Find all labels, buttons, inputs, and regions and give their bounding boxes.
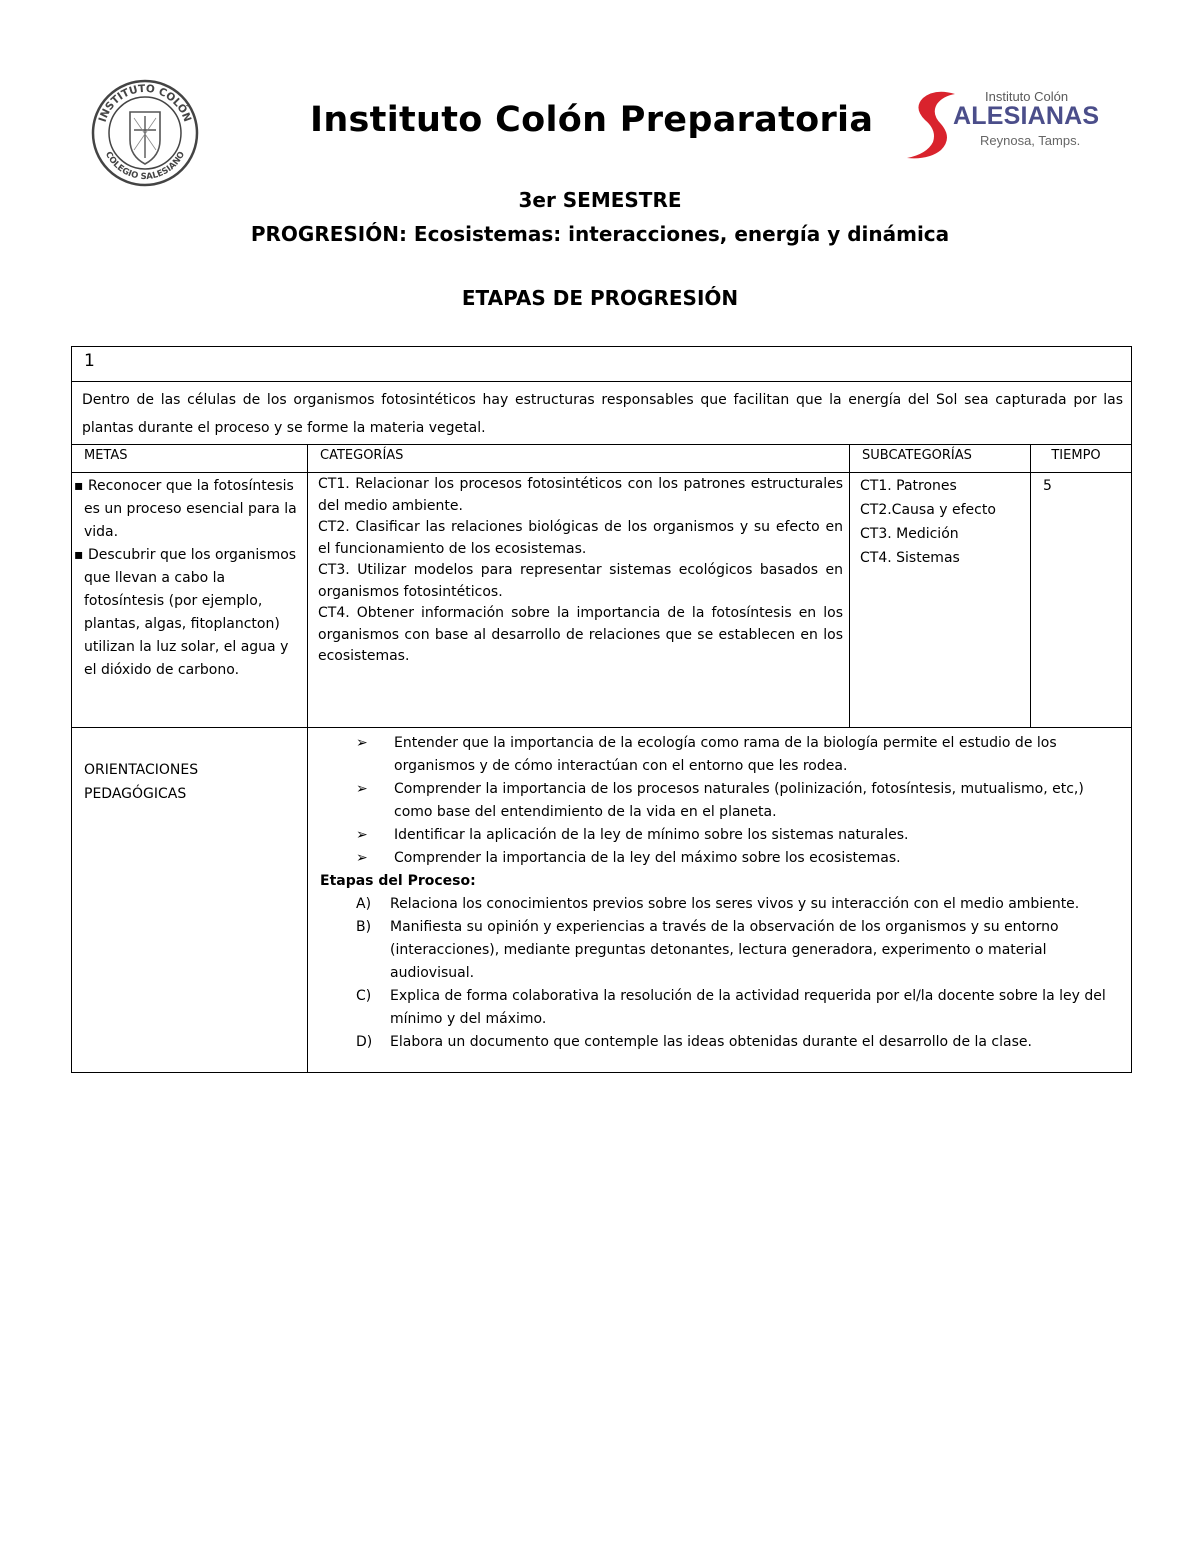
progression-table bbox=[71, 346, 1132, 1073]
orientacion-text: Comprender la importancia de los procesos naturales (polinización, fotosíntesis, mutualismo, etc,) como base del entendimiento de la vida en el planeta. bbox=[394, 781, 1084, 820]
subcategoria-item: CT3. Medición bbox=[860, 526, 959, 542]
categoria-item: CT2. Clasificar las relaciones biológicas de los organismos y su efecto en el funcionamiento de los ecosistemas. bbox=[318, 519, 843, 557]
arrow-bullet-icon: ➢ bbox=[356, 735, 368, 751]
brand-subtitle: Reynosa, Tamps. bbox=[980, 133, 1081, 148]
document-header bbox=[0, 0, 1200, 200]
stage-intro: Dentro de las células de los organismos fotosintéticos hay estructuras responsables que facilitan que la energía del Sol sea capturada por las plantas durante el proceso y se forme la materia vegetal. bbox=[72, 382, 1132, 445]
seal-text-top: INSTITUTO COLÓN bbox=[96, 82, 194, 124]
orientaciones-cell bbox=[308, 728, 1132, 1073]
arrow-bullet-icon: ➢ bbox=[356, 850, 368, 866]
meta-item: ▪ Descubrir que los organismos que llevan a cabo la fotosíntesis (por ejemplo, plantas, algas, fitoplancton) utilizan la luz solar, el agua y el dióxido de carbono. bbox=[74, 547, 297, 678]
subcategoria-item: CT4. Sistemas bbox=[860, 550, 960, 566]
semester-heading: 3er SEMESTRE bbox=[518, 188, 682, 212]
etapa-letter: B) bbox=[356, 919, 372, 935]
school-seal-logo bbox=[90, 78, 200, 188]
orientacion-item bbox=[318, 847, 1121, 870]
categorias-cell bbox=[308, 473, 850, 728]
etapa-item bbox=[318, 916, 1121, 985]
stage-number: 1 bbox=[72, 347, 1132, 382]
header-categorias: CATEGORÍAS bbox=[308, 445, 850, 473]
orientacion-item bbox=[318, 778, 1121, 824]
etapa-text: Elabora un documento que contemple las ideas obtenidas durante el desarrollo de la clase. bbox=[390, 1034, 1032, 1050]
page-title: Instituto Colón Preparatoria bbox=[310, 100, 874, 140]
arrow-bullet-icon: ➢ bbox=[356, 827, 368, 843]
table-header-row bbox=[72, 445, 1132, 473]
seal-text-bottom: COLEGIO SALESIANO bbox=[102, 150, 188, 183]
meta-item: ▪ Reconocer que la fotosíntesis es un proceso esencial para la vida. bbox=[74, 478, 297, 540]
etapa-item bbox=[318, 1031, 1121, 1054]
header-metas: METAS bbox=[72, 445, 308, 473]
orientacion-text: Identificar la aplicación de la ley de mínimo sobre los sistemas naturales. bbox=[394, 827, 909, 843]
brand-name: ALESIANAS bbox=[953, 102, 1100, 130]
salesianas-logo bbox=[905, 86, 1115, 160]
meta-text: Reconocer que la fotosíntesis es un proceso esencial para la vida. bbox=[84, 478, 297, 540]
progression-heading: PROGRESIÓN: Ecosistemas: interacciones, energía y dinámica bbox=[250, 222, 950, 246]
orientacion-item bbox=[318, 732, 1121, 778]
orientacion-text: Comprender la importancia de la ley del máximo sobre los ecosistemas. bbox=[394, 850, 901, 866]
etapa-text: Explica de forma colaborativa la resolución de la actividad requerida por el/la docente sobre la ley del mínimo y del máximo. bbox=[390, 988, 1106, 1027]
etapas-title: Etapas del Proceso: bbox=[320, 873, 476, 889]
etapa-letter: C) bbox=[356, 988, 372, 1004]
arrow-bullet-icon: ➢ bbox=[356, 781, 368, 797]
etapa-item bbox=[318, 985, 1121, 1031]
subcategoria-item: CT2.Causa y efecto bbox=[860, 502, 996, 518]
etapa-text: Manifiesta su opinión y experiencias a través de la observación de los organismos y su entorno (interacciones), mediante preguntas detonantes, lectura generadora, experimento o material audiovisual. bbox=[390, 919, 1059, 981]
table-row bbox=[72, 728, 1132, 1073]
subcategoria-item: CT1. Patrones bbox=[860, 478, 957, 494]
table-row bbox=[72, 382, 1132, 445]
table-row bbox=[72, 347, 1132, 382]
header-tiempo: TIEMPO bbox=[1031, 445, 1132, 473]
stages-heading: ETAPAS DE PROGRESIÓN bbox=[461, 286, 739, 310]
tiempo-value: 5 bbox=[1031, 473, 1132, 728]
subcategorias-cell bbox=[850, 473, 1031, 728]
orientacion-text: Entender que la importancia de la ecología como rama de la biología permite el estudio de los organismos y de cómo interactúan con el entorno que les rodea. bbox=[394, 735, 1057, 774]
header-subcategorias: SUBCATEGORÍAS bbox=[850, 445, 1031, 473]
metas-cell bbox=[72, 473, 308, 728]
etapa-letter: A) bbox=[356, 896, 372, 912]
categoria-item: CT1. Relacionar los procesos fotosintéticos con los patrones estructurales del medio ambiente. bbox=[318, 476, 843, 514]
etapa-text: Relaciona los conocimientos previos sobre los seres vivos y su interacción con el medio ambiente. bbox=[390, 896, 1080, 912]
table-row bbox=[72, 473, 1132, 728]
categoria-item: CT3. Utilizar modelos para representar sistemas ecológicos basados en organismos fotosintéticos. bbox=[318, 562, 843, 600]
brand-top-text: Instituto Colón bbox=[985, 89, 1069, 104]
etapa-item bbox=[318, 893, 1121, 916]
orientaciones-label: ORIENTACIONES PEDAGÓGICAS bbox=[72, 728, 308, 1073]
categoria-item: CT4. Obtener información sobre la importancia de la fotosíntesis en los organismos con base al desarrollo de relaciones que se establecen en los ecosistemas. bbox=[318, 605, 843, 664]
orientacion-item bbox=[318, 824, 1121, 847]
etapa-letter: D) bbox=[356, 1034, 373, 1050]
meta-text: Descubrir que los organismos que llevan a cabo la fotosíntesis (por ejemplo, plantas, algas, fitoplancton) utilizan la luz solar, el agua y el dióxido de carbono. bbox=[84, 547, 297, 678]
